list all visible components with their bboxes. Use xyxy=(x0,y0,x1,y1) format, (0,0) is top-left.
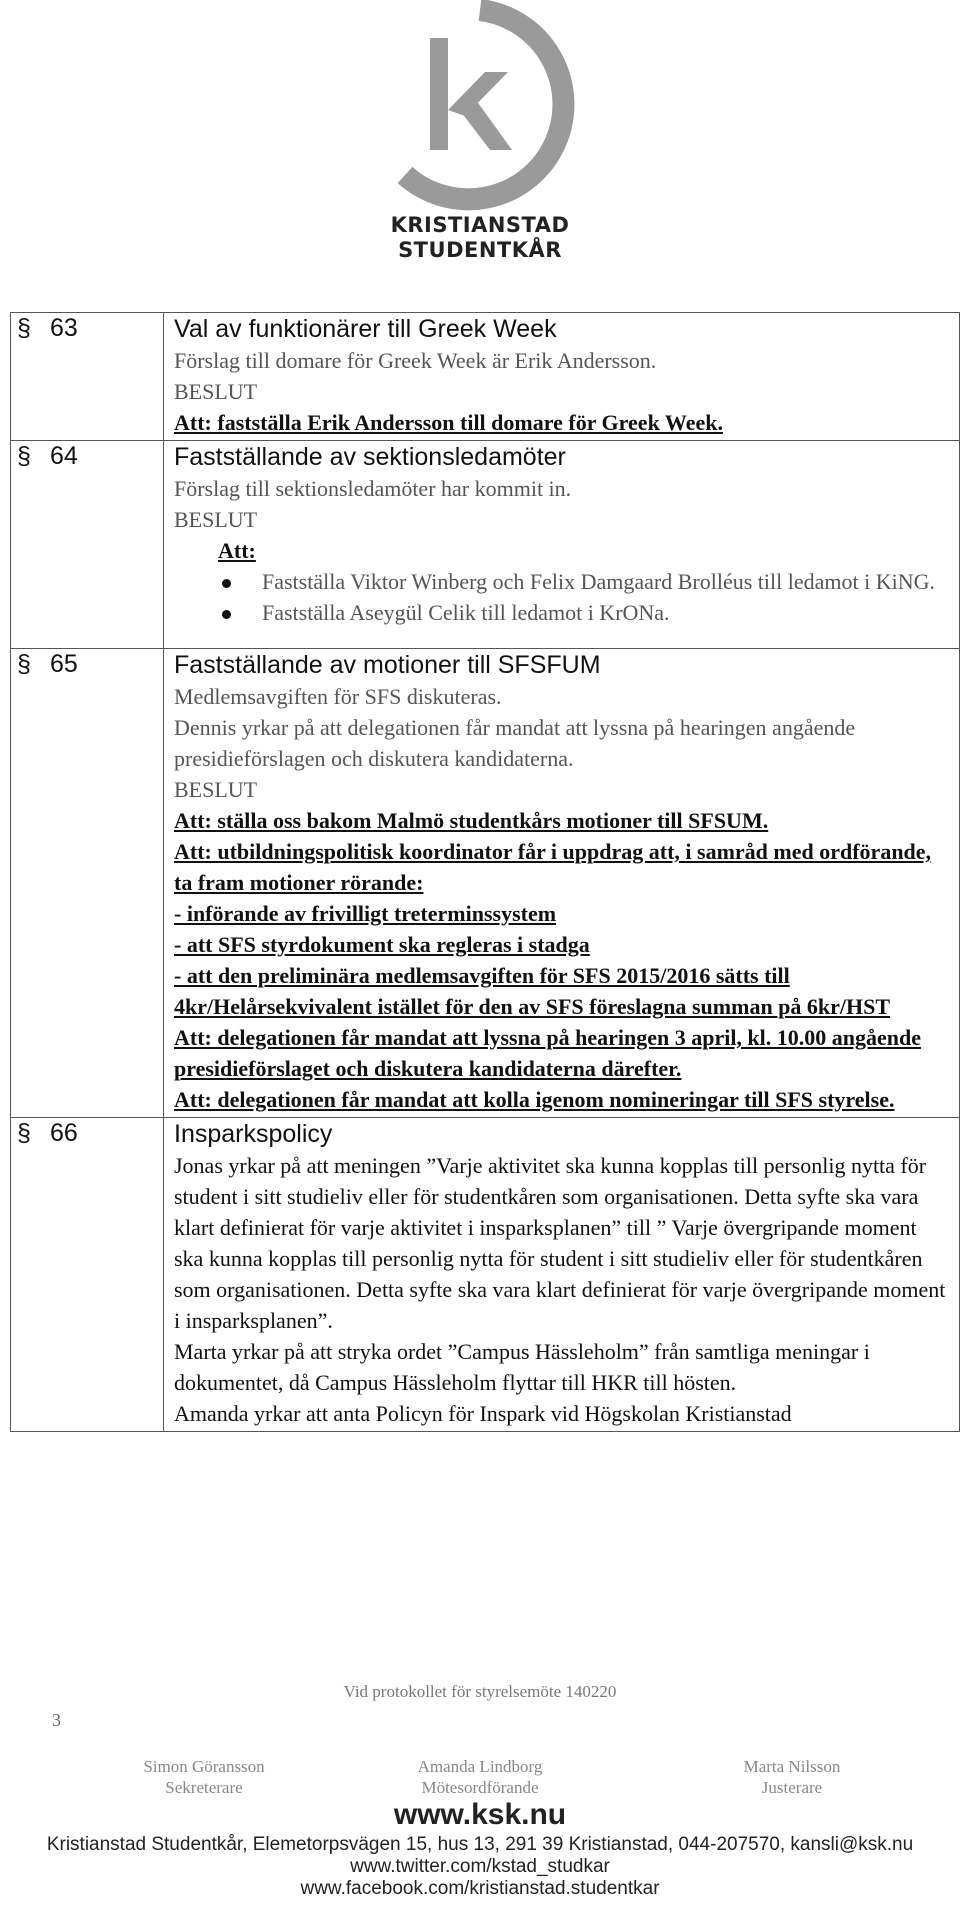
signatory-role: Sekreterare xyxy=(165,1778,243,1797)
signatory-name: Amanda Lindborg xyxy=(417,1757,543,1776)
section-heading: Fastställande av motioner till SFSFUM xyxy=(174,651,601,679)
footer-address: Kristianstad Studentkår, Elemetorpsvägen 15, hus 13, 291 39 Kristianstad, 044-207570, kansli@ksk.nu xyxy=(46,1834,914,1855)
ksk-logo-icon xyxy=(360,0,600,215)
signatory-name: Marta Nilsson xyxy=(743,1757,841,1776)
decision-bullet-list xyxy=(174,566,951,628)
footer-twitter-link[interactable]: www.twitter.com/kstad_studkar xyxy=(350,1856,610,1877)
section-text: Dennis yrkar på att delegationen får mandat att lyssna på hearingen angående presidieförslagen och diskutera kandidaterna. xyxy=(174,715,856,771)
section-number: 66 xyxy=(49,1119,78,1147)
decision: Att: delegationen får mandat att kolla igenom nomineringar till SFS styrelse. xyxy=(174,1087,895,1112)
section-text: Förslag till sektionsledamöter har kommit in. xyxy=(174,476,572,501)
signatory-role: Mötesordförande xyxy=(421,1778,539,1797)
paragraph-symbol: § xyxy=(17,1119,31,1147)
section-number-cell xyxy=(11,441,164,649)
section-row-66 xyxy=(11,1118,960,1432)
decision: - införande av frivilligt treterminssystem xyxy=(174,901,557,926)
decision: Att: utbildningspolitisk koordinator får i uppdrag att, i samråd med ordförande, ta fram motioner rörande: xyxy=(174,839,932,895)
section-heading: Val av funktionärer till Greek Week xyxy=(174,315,557,343)
page-number: 3 xyxy=(52,1710,61,1730)
signatory-name: Simon Göransson xyxy=(143,1757,265,1776)
footer-website[interactable]: www.ksk.nu xyxy=(393,1798,567,1831)
section-row-63 xyxy=(11,313,960,441)
section-text: Marta yrkar på att stryka ordet ”Campus Hässleholm” från samtliga meningar i dokumentet, då Campus Hässleholm flyttar till HKR till hösten. xyxy=(174,1339,870,1395)
paragraph-symbol: § xyxy=(17,314,31,342)
decision: Att: delegationen får mandat att lyssna på hearingen 3 april, kl. 10.00 angående presidieförslaget och diskutera kandidaterna därefter. xyxy=(174,1025,922,1081)
footer-facebook-link[interactable]: www.facebook.com/kristianstad.studentkar xyxy=(300,1878,660,1899)
decision: - att den preliminära medlemsavgiften för SFS 2015/2016 sätts till 4kr/Helårsekvivalent istället för den av SFS föreslagna summan på 6kr/HST xyxy=(174,963,891,1019)
section-heading: Insparkspolicy xyxy=(174,1120,333,1148)
decision-bullet: Fastställa Viktor Winberg och Felix Damgaard Brolléus till ledamot i KiNG. xyxy=(262,566,951,597)
section-row-64 xyxy=(11,441,960,649)
decision: - att SFS styrdokument ska regleras i stadga xyxy=(174,932,590,957)
paragraph-symbol: § xyxy=(17,442,31,470)
section-body xyxy=(164,649,960,1118)
signatory-secretary xyxy=(74,1756,334,1798)
section-text: Amanda yrkar att anta Policyn för Inspark vid Högskolan Kristianstad xyxy=(174,1401,792,1426)
section-text: Medlemsavgiften för SFS diskuteras. xyxy=(174,684,502,709)
spacer xyxy=(174,628,951,646)
logo-text-line1: KRISTIANSTAD xyxy=(390,213,570,237)
section-text: Jonas yrkar på att meningen ”Varje aktivitet ska kunna kopplas till personlig nytta för student i sitt studieliv eller för studentkåren som organisationen. Detta syfte ska vara klart definierat för varje aktivitet i insparksplanen” till ” Varje övergripande moment ska kunna kopplas till personlig nytta för student i sitt studieliv eller för studentkåren som organisationen. Detta syfte ska vara klart definierat för varje övergripande moment i insparksplanen”. xyxy=(174,1153,946,1333)
decision-bullet: Fastställa Aseygül Celik till ledamot i KrONa. xyxy=(262,597,951,628)
signatory-role: Justerare xyxy=(761,1778,823,1797)
section-text: Förslag till domare för Greek Week är Erik Andersson. xyxy=(174,348,657,373)
footer-note: Vid protokollet för styrelsemöte 140220 xyxy=(343,1682,617,1701)
decision: Att: ställa oss bakom Malmö studentkårs motioner till SFSUM. xyxy=(174,808,769,833)
section-number-cell xyxy=(11,649,164,1118)
section-row-65 xyxy=(11,649,960,1118)
section-body xyxy=(164,441,960,649)
beslut-label: BESLUT xyxy=(174,507,258,532)
paragraph-symbol: § xyxy=(17,650,31,678)
section-body xyxy=(164,313,960,441)
signatory-chair xyxy=(350,1756,610,1798)
att-label: Att: xyxy=(218,538,256,563)
minutes-table xyxy=(10,312,960,1432)
beslut-label: BESLUT xyxy=(174,379,258,404)
section-number: 63 xyxy=(49,314,78,342)
section-number: 64 xyxy=(49,442,78,470)
logo-text-line2: STUDENTKÅR xyxy=(398,238,562,262)
section-heading: Fastställande av sektionsledamöter xyxy=(174,443,566,471)
section-number-cell xyxy=(11,313,164,441)
section-number-cell xyxy=(11,1118,164,1432)
section-number: 65 xyxy=(49,650,78,678)
beslut-label: BESLUT xyxy=(174,777,258,802)
section-body xyxy=(164,1118,960,1432)
signatory-adjuster xyxy=(662,1756,922,1798)
decision: Att: fastställa Erik Andersson till domare för Greek Week. xyxy=(174,410,723,435)
header-logo xyxy=(0,0,960,270)
